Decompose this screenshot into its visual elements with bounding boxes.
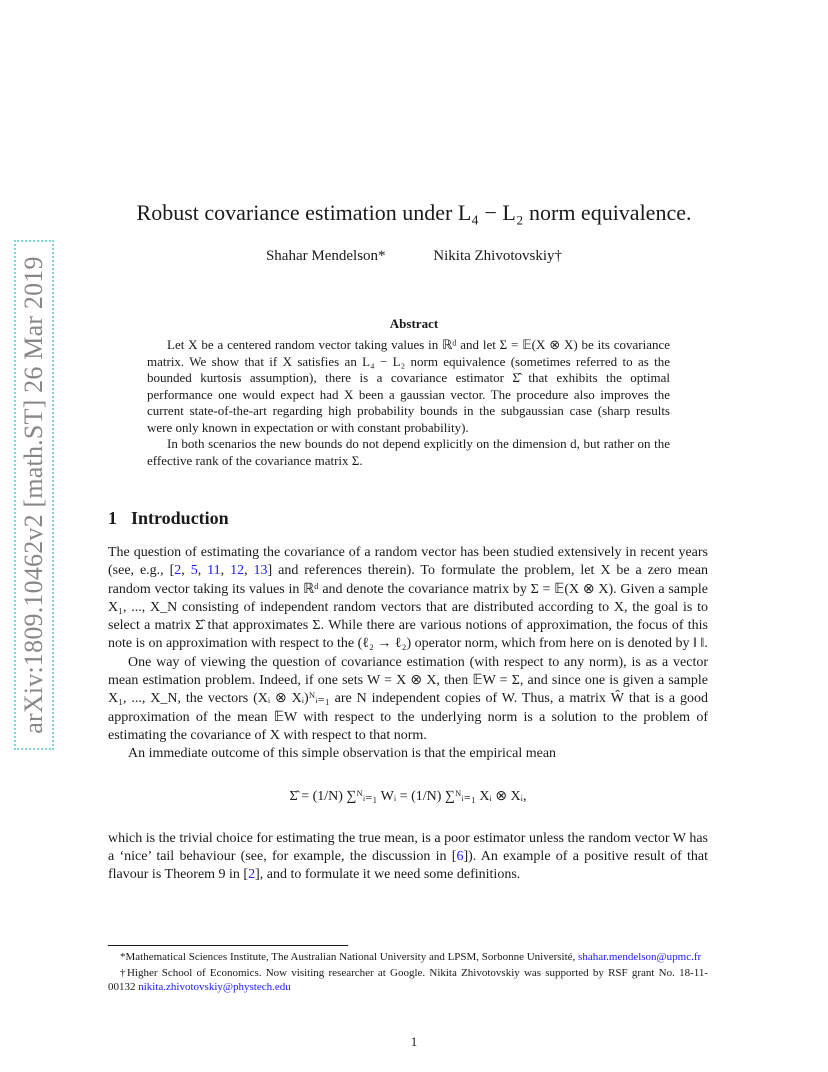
paper-title: Robust covariance estimation under L₄ − L₂ norm equivalence. bbox=[136, 200, 692, 225]
p1-text-b: ] and references therein). To formulate the problem, let X be a zero mean random vector taking its values in ℝᵈ and denote the covariance matrix by Σ = 𝔼(X ⊗ X). Given a sample X₁, ..., X_N consisting of independent random vectors that are distributed according to X, the goal is to select a matrix Σ̂ that approximates Σ. While there are various notions of approximation, the focus of this note is on approximation with respect to the (ℓ₂ → ℓ₂) operator norm, which from here on is denoted by ‖ ‖. bbox=[108, 563, 709, 652]
section-number: 1 bbox=[108, 508, 117, 528]
body-text bbox=[108, 544, 708, 884]
author-1: Shahar Mendelson* bbox=[265, 248, 386, 264]
paragraph-4 bbox=[108, 830, 708, 885]
footnote-rule bbox=[108, 945, 348, 946]
footnote-1 bbox=[108, 950, 708, 964]
abstract-heading: Abstract bbox=[389, 316, 439, 331]
arxiv-stamp-text: arXiv:1809.10462v2 [math.ST] 26 Mar 2019 bbox=[19, 256, 48, 734]
citation-link[interactable]: 13 bbox=[253, 563, 268, 579]
citation-link[interactable]: 11 bbox=[207, 563, 221, 579]
footnote-2-text: †Higher School of Economics. Now visiting researcher at Google. Nikita Zhivotovskiy was supported by RSF grant No. 18-11-00132 bbox=[108, 967, 708, 993]
p4-text-c: ], and to formulate it we need some definitions. bbox=[255, 867, 521, 883]
p4-text-b: ]). An example of a positive result of that flavour is Theorem 9 in [ bbox=[108, 848, 708, 883]
citation-link[interactable]: 12 bbox=[230, 563, 245, 579]
citation-link[interactable]: 2 bbox=[248, 867, 256, 883]
p1-text-a: The question of estimating the covariance of a random vector has been studied extensively in recent years (see, e.g., [ bbox=[108, 545, 708, 579]
citation-link[interactable]: 5 bbox=[190, 563, 198, 579]
email-link[interactable]: nikita.zhivotovskiy@phystech.edu bbox=[138, 981, 291, 993]
author-2: Nikita Zhivotovskiy† bbox=[433, 248, 563, 264]
footnote-1-text: *Mathematical Sciences Institute, The Australian National University and LPSM, Sorbonne Université, bbox=[120, 951, 576, 963]
citation-link[interactable]: 6 bbox=[456, 848, 464, 864]
footnote-2 bbox=[108, 966, 708, 994]
footnotes bbox=[108, 950, 708, 996]
abstract-paragraph-1: Let X be a centered random vector taking values in ℝᵈ and let Σ = 𝔼(X ⊗ X) be its covariance matrix. We show that if X satisfies an L₄ − L₂ norm equivalence (sometimes referred to as the bounded kurtosis assumption), there is a covariance estimator Σ̂ that exhibits the optimal performance one would expect had X been a gaussian vector. The procedure also improves the current state-of-the-art regarding high probability bounds in the subgaussian case (sharp results were only known in expectation or with constant probability). bbox=[147, 337, 670, 435]
section-title: Introduction bbox=[131, 508, 229, 528]
equation-empirical-mean: Σ̂ = (1/N) ∑ᴺᵢ₌₁ Wᵢ = (1/N) ∑ᴺᵢ₌₁ Xᵢ ⊗ Xᵢ, bbox=[289, 788, 527, 804]
paragraph-2: One way of viewing the question of covariance estimation (with respect to any norm), is as a vector mean estimation problem. Indeed, if one sets W = X ⊗ X, then 𝔼W = Σ, and since one is given a sample X₁, ..., X_N, the vectors (Xᵢ ⊗ Xᵢ)ᴺᵢ₌₁ are N independent copies of W. Thus, a matrix Ŵ that is a good approximation of the mean 𝔼W with respect to the underlying norm is a solution to the problem of estimating the covariance of X with respect to that norm. bbox=[108, 654, 708, 743]
abstract-paragraph-2: In both scenarios the new bounds do not depend explicitly on the dimension d, but rather on the effective rank of the covariance matrix Σ. bbox=[147, 436, 670, 468]
page-number: 1 bbox=[410, 1034, 418, 1049]
p4-text-a: which is the trivial choice for estimating the true mean, is a poor estimator unless the random vector W has a ‘nice’ tail behaviour (see, for example, the discussion in [ bbox=[108, 830, 708, 864]
paragraph-1: The question of estimating the covariance of a random vector has been studied extensively in recent years (see, e.g., [2, 5, 11, 12, 13] and references therein). To formulate the problem, let X be a zero mean random vector taking its values in ℝᵈ and denote the covariance matrix by Σ = 𝔼(X ⊗ X). Given a sample X₁, ..., X_N consisting of independent random vectors that are distributed according to X, the goal is to select a matrix Σ̂ that approximates Σ. While there are various notions of approximation, the focus of this note is on approximation with respect to the (ℓ₂ → ℓ₂) operator norm, which from here on is denoted by ‖ ‖. bbox=[108, 545, 709, 652]
section-heading bbox=[108, 508, 229, 529]
authors bbox=[0, 248, 828, 265]
abstract bbox=[147, 337, 670, 469]
email-link[interactable]: shahar.mendelson@upmc.fr bbox=[578, 951, 702, 963]
citation-link[interactable]: 2 bbox=[174, 563, 182, 579]
paragraph-3: An immediate outcome of this simple observation is that the empirical mean bbox=[128, 746, 557, 762]
